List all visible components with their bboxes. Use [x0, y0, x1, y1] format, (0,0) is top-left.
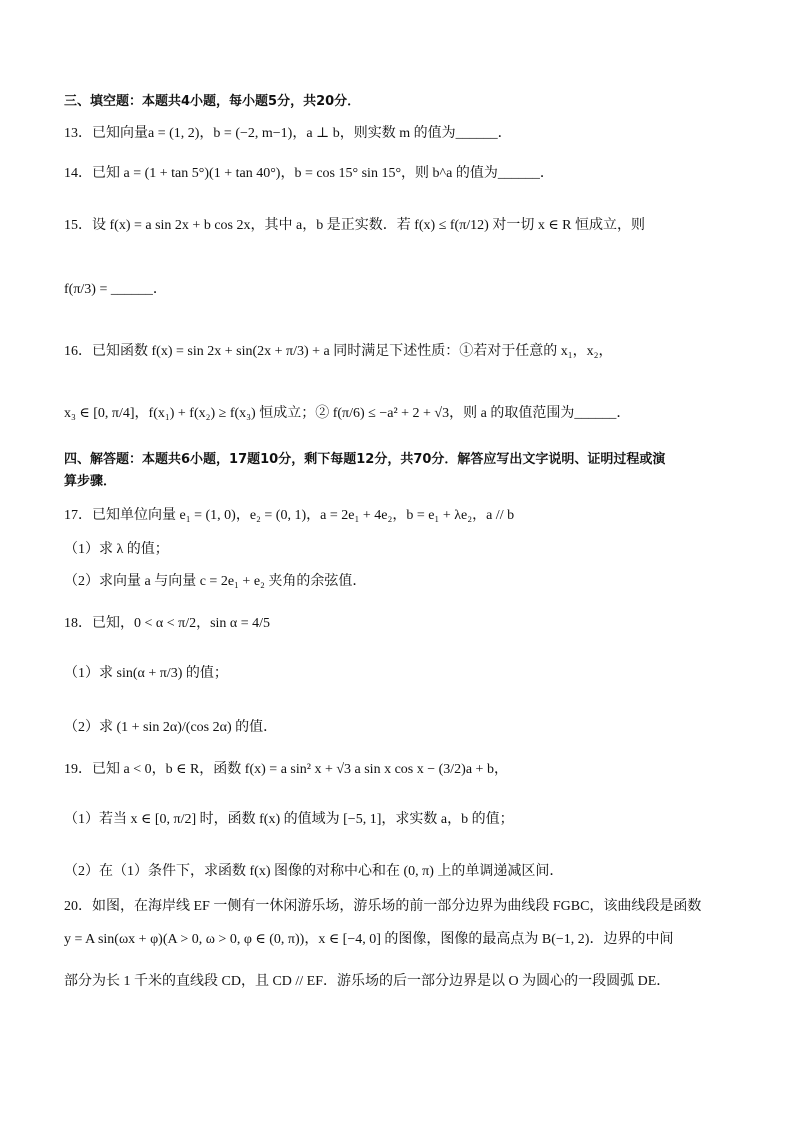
- problem-18-part-1: （1）求 sin(α + π/3) 的值；: [64, 666, 228, 681]
- problem-14: 14．已知 a = (1 + tan 5°)(1 + tan 40°)，b = cos 15° sin 15°，则 b^a 的值为______．: [64, 166, 554, 181]
- section-3-heading: 三、填空题：本题共4小题，每小题5分，共20分．: [64, 94, 361, 109]
- problem-19: 19．已知 a < 0，b ∈ R，函数 f(x) = a sin² x + √3 a sin x cos x − (3/2)a + b，: [64, 762, 508, 777]
- problem-19-part-1: （1）若当 x ∈ [0, π/2] 时，函数 f(x) 的值域为 [−5, 1]，求实数 a，b 的值；: [64, 812, 514, 827]
- problem-18: 18．已知，0 < α < π/2，sin α = 4/5: [64, 616, 271, 631]
- problem-13: 13．已知向量a = (1, 2)，b = (−2, m−1)，a ⊥ b，则实数 m 的值为______．: [64, 126, 512, 141]
- problem-17-part-1: （1）求 λ 的值；: [64, 542, 169, 557]
- problem-15: 15．设 f(x) = a sin 2x + b cos 2x，其中 a，b 是正实数．若 f(x) ≤ f(π/12) 对一切 x ∈ R 恒成立，则: [64, 218, 646, 233]
- problem-20-continued-2: 部分为长 1 千米的直线段 CD，且 CD // EF．游乐场的后一部分边界是以 O 为圆心的一段圆弧 DE．: [64, 974, 671, 989]
- problem-19-part-2: （2）在（1）条件下，求函数 f(x) 图像的对称中心和在 (0, π) 上的单调递减区间．: [64, 864, 564, 879]
- problem-17-part-2: （2）求向量 a 与向量 c = 2e₁ + e₂ 夹角的余弦值．: [64, 574, 367, 589]
- problem-15-continued: f(π/3) = ______．: [64, 282, 167, 297]
- problem-16-continued: x₃ ∈ [0, π/4]，f(x₁) + f(x₂) ≥ f(x₃) 恒成立；② f(π/6) ≤ −a² + 2 + √3，则 a 的取值范围为______．: [64, 406, 631, 421]
- problem-16: 16．已知函数 f(x) = sin 2x + sin(2x + π/3) + a 同时满足下述性质：①若对于任意的 x₁，x₂，: [64, 344, 613, 359]
- problem-20-continued-1: y = A sin(ωx + φ)(A > 0, ω > 0, φ ∈ (0, π))，x ∈ [−4, 0] 的图像，图像的最高点为 B(−1, 2)．边界的中间: [64, 932, 674, 947]
- problem-18-part-2: （2）求 (1 + sin 2α)/(cos 2α) 的值．: [64, 720, 278, 735]
- section-4-heading: 四、解答题：本题共6小题，17题10分，剩下每题12分，共70分．解答应写出文字说明、证明过程或演: [64, 452, 666, 467]
- section-4-heading-continued: 算步骤．: [64, 474, 117, 489]
- problem-20: 20．如图，在海岸线 EF 一侧有一休闲游乐场，游乐场的前一部分边界为曲线段 FGBC，该曲线段是函数: [64, 899, 702, 914]
- problem-17: 17．已知单位向量 e₁ = (1, 0)，e₂ = (0, 1)，a = 2e₁ + 4e₂，b = e₁ + λe₂，a // b: [64, 508, 515, 523]
